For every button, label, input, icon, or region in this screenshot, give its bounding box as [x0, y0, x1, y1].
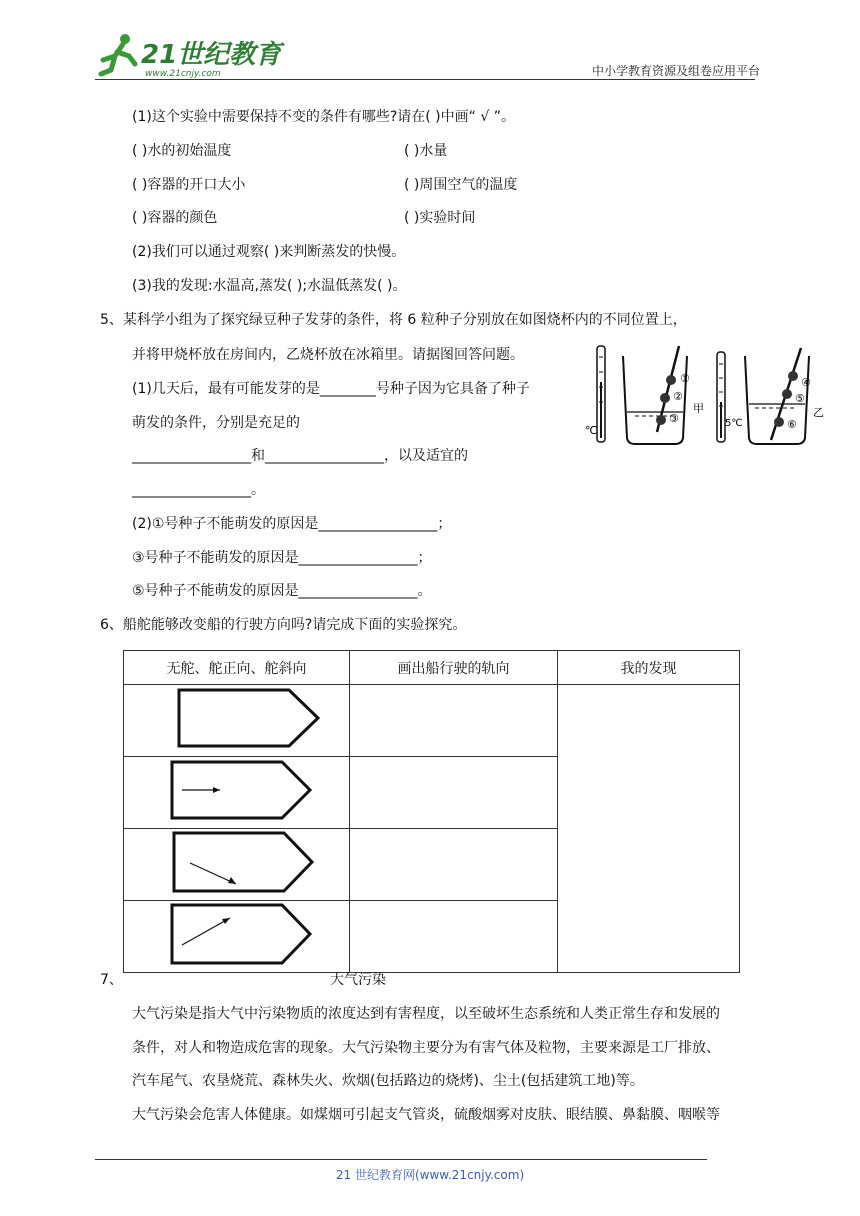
trajectory-cell[interactable] — [350, 757, 558, 829]
boat-no-rudder-cell — [124, 685, 350, 757]
q5-stem: 5、某科学小组为了探究绿豆种子发芽的条件，将 6 粒种子分别放在如图烧杯内的不同位置上， — [100, 312, 687, 328]
therm1-label: ℃ — [585, 424, 598, 437]
seed-label: ⑥ — [787, 418, 797, 431]
site-logo — [95, 30, 282, 82]
q5-reason-line: (2)①号种子不能萌发的原因是_________________； — [132, 516, 452, 532]
rudder-experiment-table — [123, 650, 740, 973]
beaker-figure — [575, 342, 825, 448]
boat-down-rudder-cell — [124, 829, 350, 901]
q4-part3: (3)我的发现:水温高,蒸发( );水温低蒸发( )。 — [132, 278, 407, 294]
boat-icon — [124, 685, 349, 752]
seed-label: ④ — [801, 376, 811, 389]
beaker-jia-label: 甲 — [693, 402, 704, 415]
table-header-findings: 我的发现 — [558, 651, 740, 685]
footer-link[interactable]: 21 世纪教育网(www.21cnjy.com) — [335, 1168, 525, 1182]
findings-cell[interactable] — [558, 685, 740, 973]
q7-paragraph-line: 汽车尾气、农垦烧荒、森林失火、炊烟(包括路边的烧烤)、尘土(包括建筑工地)等。 — [132, 1073, 644, 1089]
seed-label: ② — [673, 390, 683, 403]
logo-url: www.21cnjy.com — [145, 69, 221, 79]
q7-number: 7、 — [100, 972, 123, 988]
thermometer-icon — [597, 346, 605, 442]
q7-title: 大气污染 — [330, 972, 386, 988]
boat-straight-rudder-cell — [124, 757, 350, 829]
q7-paragraph-line: 大气污染是指大气中污染物质的浓度达到有害程度，以至破坏生态系统和人类正常生存和发展的 — [132, 1006, 720, 1022]
thermometer-icon — [717, 352, 725, 442]
footer-divider — [95, 1159, 707, 1160]
q4-option: ( )容器的颜色 — [132, 210, 218, 226]
table-header-trajectory: 画出船行驶的轨向 — [350, 651, 558, 685]
q4-option: ( )周围空气的温度 — [404, 177, 518, 193]
seed-label: ⑤ — [795, 392, 805, 405]
q5-stem-cont: 并将甲烧杯放在房间内，乙烧杯放在冰箱里。请据图回答问题。 — [132, 347, 524, 363]
logo-text: 21世纪教育 — [141, 40, 282, 70]
seed-label: ③ — [669, 412, 679, 425]
boat-down-rudder-icon — [124, 829, 349, 896]
therm2-label: 5℃ — [725, 418, 743, 429]
q4-option: ( )实验时间 — [404, 210, 476, 226]
runner-icon — [101, 34, 135, 74]
beaker-yi-label: 乙 — [813, 406, 824, 419]
trajectory-cell[interactable] — [350, 829, 558, 901]
boat-up-rudder-icon — [124, 901, 349, 968]
platform-name: 中小学教育资源及组卷应用平台 — [591, 64, 760, 78]
q7-paragraph-line: 大气污染会危害人体健康。如煤烟可引起支气管炎，硫酸烟雾对皮肤、眼结膜、鼻黏膜、咽喉等 — [132, 1107, 720, 1123]
q4-option: ( )水的初始温度 — [132, 143, 232, 159]
q5-answer-line: 萌发的条件，分别是充足的 — [132, 415, 300, 431]
boat-up-rudder-cell — [124, 901, 350, 973]
q6-stem: 6、船舵能够改变船的行驶方向吗?请完成下面的实验探究。 — [100, 617, 467, 633]
q4-part1: (1)这个实验中需要保持不变的条件有哪些?请在( )中画“ √ ”。 — [132, 109, 515, 125]
q4-option: ( )水量 — [404, 143, 448, 159]
boat-straight-rudder-icon — [124, 757, 349, 824]
q5-reason-line: ⑤号种子不能萌发的原因是_________________。 — [132, 583, 432, 599]
q5-answer-line: (1)几天后，最有可能发芽的是________号种子因为它具备了种子 — [132, 381, 530, 397]
q5-answer-line: _________________。 — [132, 482, 265, 498]
header-divider — [95, 79, 755, 80]
trajectory-cell[interactable] — [350, 901, 558, 973]
seed-label: ① — [680, 372, 690, 385]
q5-answer-line: _________________和_________________，以及适宜的 — [132, 448, 468, 464]
q4-part2: (2)我们可以通过观察( )来判断蒸发的快慢。 — [132, 244, 406, 260]
q5-reason-line: ③号种子不能萌发的原因是_________________； — [132, 550, 432, 566]
trajectory-cell[interactable] — [350, 685, 558, 757]
q4-option: ( )容器的开口大小 — [132, 177, 246, 193]
q7-paragraph-line: 条件，对人和物造成危害的现象。大气污染物主要分为有害气体及粒物，主要来源是工厂排放、 — [132, 1040, 720, 1056]
table-header-rudder: 无舵、舵正向、舵斜向 — [124, 651, 350, 685]
